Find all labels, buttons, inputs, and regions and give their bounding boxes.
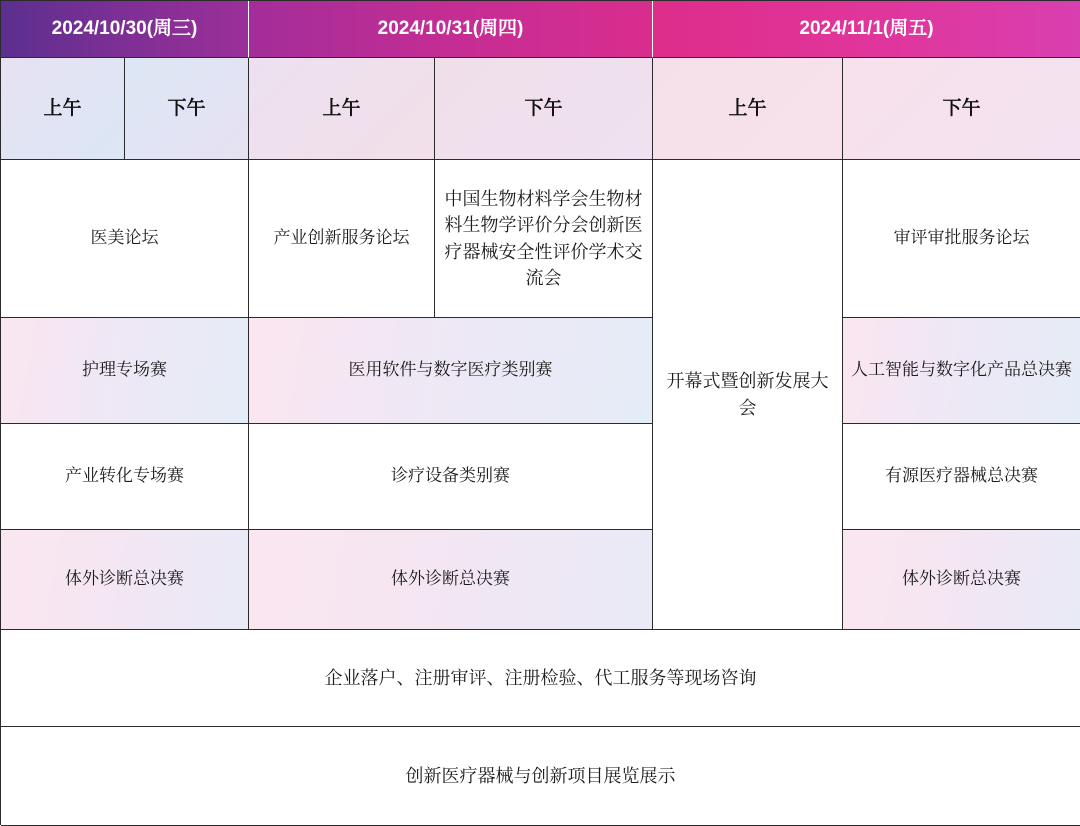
event-active-device-final: 有源医疗器械总决赛 <box>843 424 1080 530</box>
date-header-2024-10-30: 2024/10/30(周三) <box>1 1 249 58</box>
event-medical-beauty-forum: 医美论坛 <box>1 160 249 318</box>
event-ivd-final-1031: 体外诊断总决赛 <box>249 530 653 630</box>
session-header-1031-am: 上午 <box>249 58 435 160</box>
event-ivd-final-1101: 体外诊断总决赛 <box>843 530 1080 630</box>
event-review-approval-forum: 审评审批服务论坛 <box>843 160 1080 318</box>
event-industry-innovation-forum: 产业创新服务论坛 <box>249 160 435 318</box>
date-header-2024-10-31: 2024/10/31(周四) <box>249 1 653 58</box>
footer-exhibition: 创新医疗器械与创新项目展览展示 <box>1 727 1080 826</box>
event-diagnostic-equipment-competition: 诊疗设备类别赛 <box>249 424 653 530</box>
date-header-2024-11-01: 2024/11/1(周五) <box>653 1 1080 58</box>
event-ivd-final-1030: 体外诊断总决赛 <box>1 530 249 630</box>
event-medical-software-competition: 医用软件与数字医疗类别赛 <box>249 318 653 424</box>
event-ai-digital-final: 人工智能与数字化产品总决赛 <box>843 318 1080 424</box>
session-header-1031-pm: 下午 <box>435 58 653 160</box>
event-biomaterials-academic-meeting: 中国生物材料学会生物材料生物学评价分会创新医疗器械安全性评价学术交流会 <box>435 160 653 318</box>
event-nursing-special-competition: 护理专场赛 <box>1 318 249 424</box>
session-header-1030-pm: 下午 <box>125 58 249 160</box>
session-header-1030-am: 上午 <box>1 58 125 160</box>
session-header-1101-am: 上午 <box>653 58 843 160</box>
event-opening-ceremony: 开幕式暨创新发展大会 <box>653 160 843 630</box>
event-industry-transformation-competition: 产业转化专场赛 <box>1 424 249 530</box>
session-header-1101-pm: 下午 <box>843 58 1080 160</box>
footer-consultation: 企业落户、注册审评、注册检验、代工服务等现场咨询 <box>1 630 1080 727</box>
